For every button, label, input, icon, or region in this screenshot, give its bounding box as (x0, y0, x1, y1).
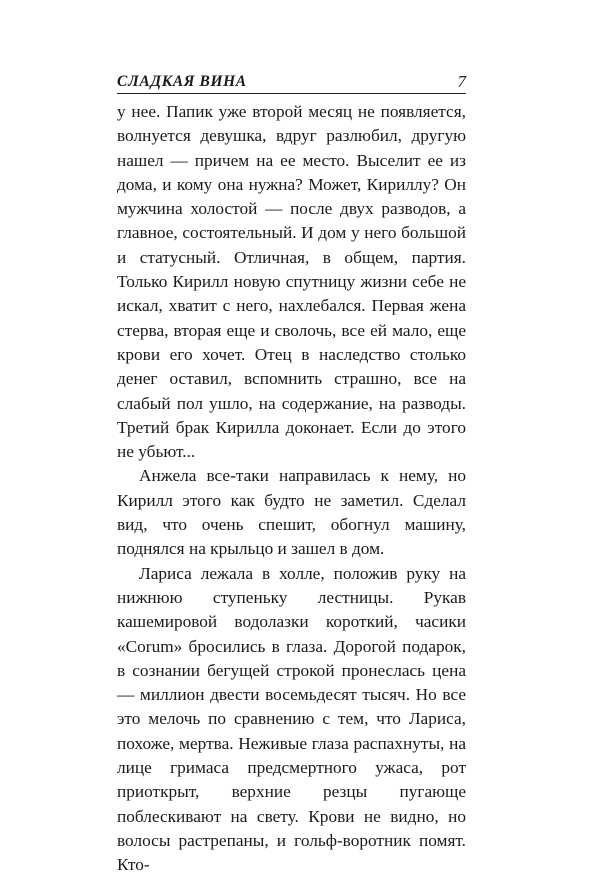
header-rule (117, 93, 466, 94)
body-text (117, 100, 466, 878)
running-header (117, 72, 466, 94)
paragraph-angela: Анжела все-таки направилась к нему, но Кирилл этого как будто не заметил. Сделал вид, что очень спешит, обогнул машину, поднялся на крыльцо и зашел в дом. (117, 466, 466, 559)
paragraph-continuation: у нее. Папик уже второй месяц не появляется, волнуется девушка, вдруг разлюбил, другую нашел — причем на ее место. Выселит ее из дома, и кому она нужна? Может, Кириллу? Он мужчина холостой — после двух разводов, а главное, состоятельный. И дом у него большой и статусный. Отличная, в общем, партия. Только Кирилл новую спутницу жизни себе не искал, хватит с него, нахлебался. Первая жена стерва, вторая еще и сволочь, все ей мало, еще крови его хочет. Отец в наследство столько денег оставил, вспомнить страшно, все на слабый пол ушло, на содержание, на разводы. Третий брак Кирилла доконает. Если до этого не убьют... (117, 102, 466, 462)
page-number: 7 (457, 72, 466, 91)
paragraph-larisa: Лариса лежала в холле, положив руку на нижнюю ступеньку лестницы. Рукав кашемировой водолазки короткий, часики «Corum» бросились в глаза. Дорогой подарок, в сознании бегущей строкой пронеслась цена — миллион двести восемьдесят тысяч. Но все это мелочь по сравнению с тем, что Лариса, похоже, мертва. Неживые глаза распахнуты, на лице гримаса предсмертного ужаса, рот приоткрыт, верхние резцы пугающе поблескивают на свету. Крови не видно, но волосы растрепаны, и гольф-воротник помят. Кто- (117, 563, 466, 875)
running-title: СЛАДКАЯ ВИНА (117, 73, 247, 90)
